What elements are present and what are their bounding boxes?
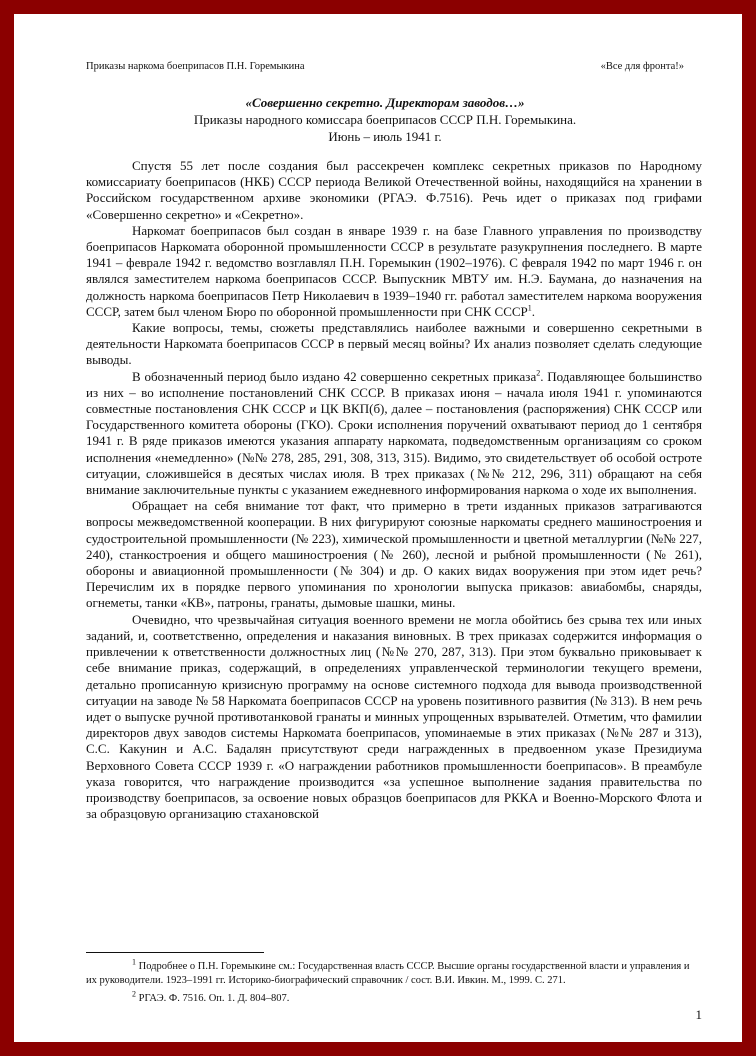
- header-right: «Все для фронта!»: [600, 61, 684, 72]
- document-date-range: Июнь – июль 1941 г.: [328, 129, 442, 144]
- paragraph: Обращает на себя внимание тот факт, что примерно в трети изданных приказов затрагиваются вопросы межведомственной кооперации. В них фигурируют союзные наркоматы среднего машиностроения и судостроительной промышленности (№ 223), химической промышленности и цветной металлургии (№№ 227, 240), станкостроения и общего машиностроения (№ 260), лесной и рыбной промышленности (№ 261), обороны и авиационной промышленности (№ 304) и др. О каких видах вооружения при этом идет речь? Перечислим их в порядке первого упоминания по хронологии выпуска приказов: авиабомбы, снаряды, огнеметы, танки «КВ», патроны, гранаты, дымовые шашки, мины.: [86, 498, 702, 611]
- footnote-ref[interactable]: 2: [536, 368, 541, 378]
- footnotes: [86, 957, 702, 1010]
- document-title: «Совершенно секретно. Директорам заводов…»: [245, 95, 525, 110]
- header-left: Приказы наркома боеприпасов П.Н. Горемыкина: [86, 61, 305, 72]
- document-subtitle: Приказы народного комиссара боеприпасов СССР П.Н. Горемыкина.: [193, 112, 577, 127]
- paragraph: Наркомат боеприпасов был создан в январе 1939 г. на базе Главного управления по производству боеприпасов Наркомата оборонной промышленности СССР в результате разукрупнения последнего. В марте 1941 – феврале 1942 г. ведомство возглавлял П.Н. Горемыкин (1902–1976). С февраля 1942 по март 1946 г. он являлся заместителем наркома боеприпасов СССР. Выпускник МВТУ им. Н.Э. Баумана, до назначения на должность наркома боеприпасов Петр Николаевич в 1939–1940 гг. работал заместителем наркома вооружения СССР, затем был членом Бюро по оборонной промышленности при СНК СССР$^1$.: [86, 222, 702, 319]
- document-page: [14, 14, 742, 1042]
- paragraph: В обозначенный период было издано 42 совершенно секретных приказа$^2$. Подавляющее большинство из них – во исполнение постановлений СНК СССР. В приказах июня – начала июля 1941 г. упоминаются совместные постановления СНК СССР и ЦК ВКП(б), далее – постановления (распоряжения) СНК СССР или Государственного комитета обороны (ГКО). Сроки исполнения поручений охватывают период до 1 сентября 1941 г. В ряде приказов имеются указания аппарату наркомата, подведомственным организациям со сроком исполнения «немедленно» (№№ 278, 285, 291, 308, 313, 315). Видимо, это свидетельствует об особой остроте ситуации, сложившейся в десятых числах июля. В трех приказах (№№ 212, 296, 311) обращают на себя внимание заключительные пункты с указанием ежедневного информирования наркома о ходе их выполнения.: [86, 368, 702, 498]
- running-header: [86, 61, 684, 72]
- paragraph: Спустя 55 лет после создания был рассекречен комплекс секретных приказов по Народному комиссариату боеприпасов (НКБ) СССР периода Великой Отечественной войны, находящийся на хранении в Российском государственном архиве экономики (РГАЭ. Ф.7516). Речь идет о приказах под грифами «Совершенно секретно» и «Секретно».: [86, 158, 702, 222]
- page-number: 1: [695, 1007, 702, 1022]
- footnote: $^2$ РГАЭ. Ф. 7516. Оп. 1. Д. 804–807.: [132, 989, 290, 1004]
- body-text: [86, 158, 702, 822]
- footnote-ref[interactable]: 1: [527, 303, 532, 313]
- footnote-divider: [86, 952, 264, 953]
- paragraph: Какие вопросы, темы, сюжеты представлялись наиболее важными и совершенно секретными в деятельности Наркомата боеприпасов СССР в первый месяц войны? Их анализ позволяет сделать следующие выводы.: [86, 320, 702, 368]
- footnote: $^1$ Подробнее о П.Н. Горемыкине см.: Государственная власть СССР. Высшие органы государственной власти и управления и их руководители. 1923–1991 гг. Историко-биографический справочник / сост. В.И. Ивкин. М., 1999. С. 271.: [86, 957, 690, 986]
- document-title-block: [86, 94, 684, 145]
- paragraph: Очевидно, что чрезвычайная ситуация военного времени не могла обойтись без срыва тех или иных заданий, и, соответственно, определения и наказания виновных. В трех приказах содержится информация о привлечении к ответственности должностных лиц (№№ 270, 287, 313). При этом буквально приковывает к себе внимание приказ, содержащий, в определениях управленческой терминологии текущего времени, детально прописанную кризисную программу на основе системного подхода для вывода производственной ситуации на заводе № 58 Наркомата боеприпасов СССР на уровень позитивного развития (№ 313). В нем речь идет о выпуске ручной противотанковой гранаты и минных упрощенных взрывателей. Отметим, что фамилии директоров двух заводов системы Наркомата боеприпасов, упоминаемые в этих приказах (№№ 287 и 313), С.С. Какунин и А.С. Бадалян присутствуют среди награжденных в предвоенном указе Президиума Верховного Совета СССР 1939 г. «О награждении работников промышленности боеприпасов». В преамбуле указа говорится, что награждение производится «за успешное выполнение задания правительства по производству боеприпасов, за освоение новых образцов боеприпасов для РККА и Военно-Морского Флота и за образцовую организацию стахановской: [86, 611, 702, 822]
